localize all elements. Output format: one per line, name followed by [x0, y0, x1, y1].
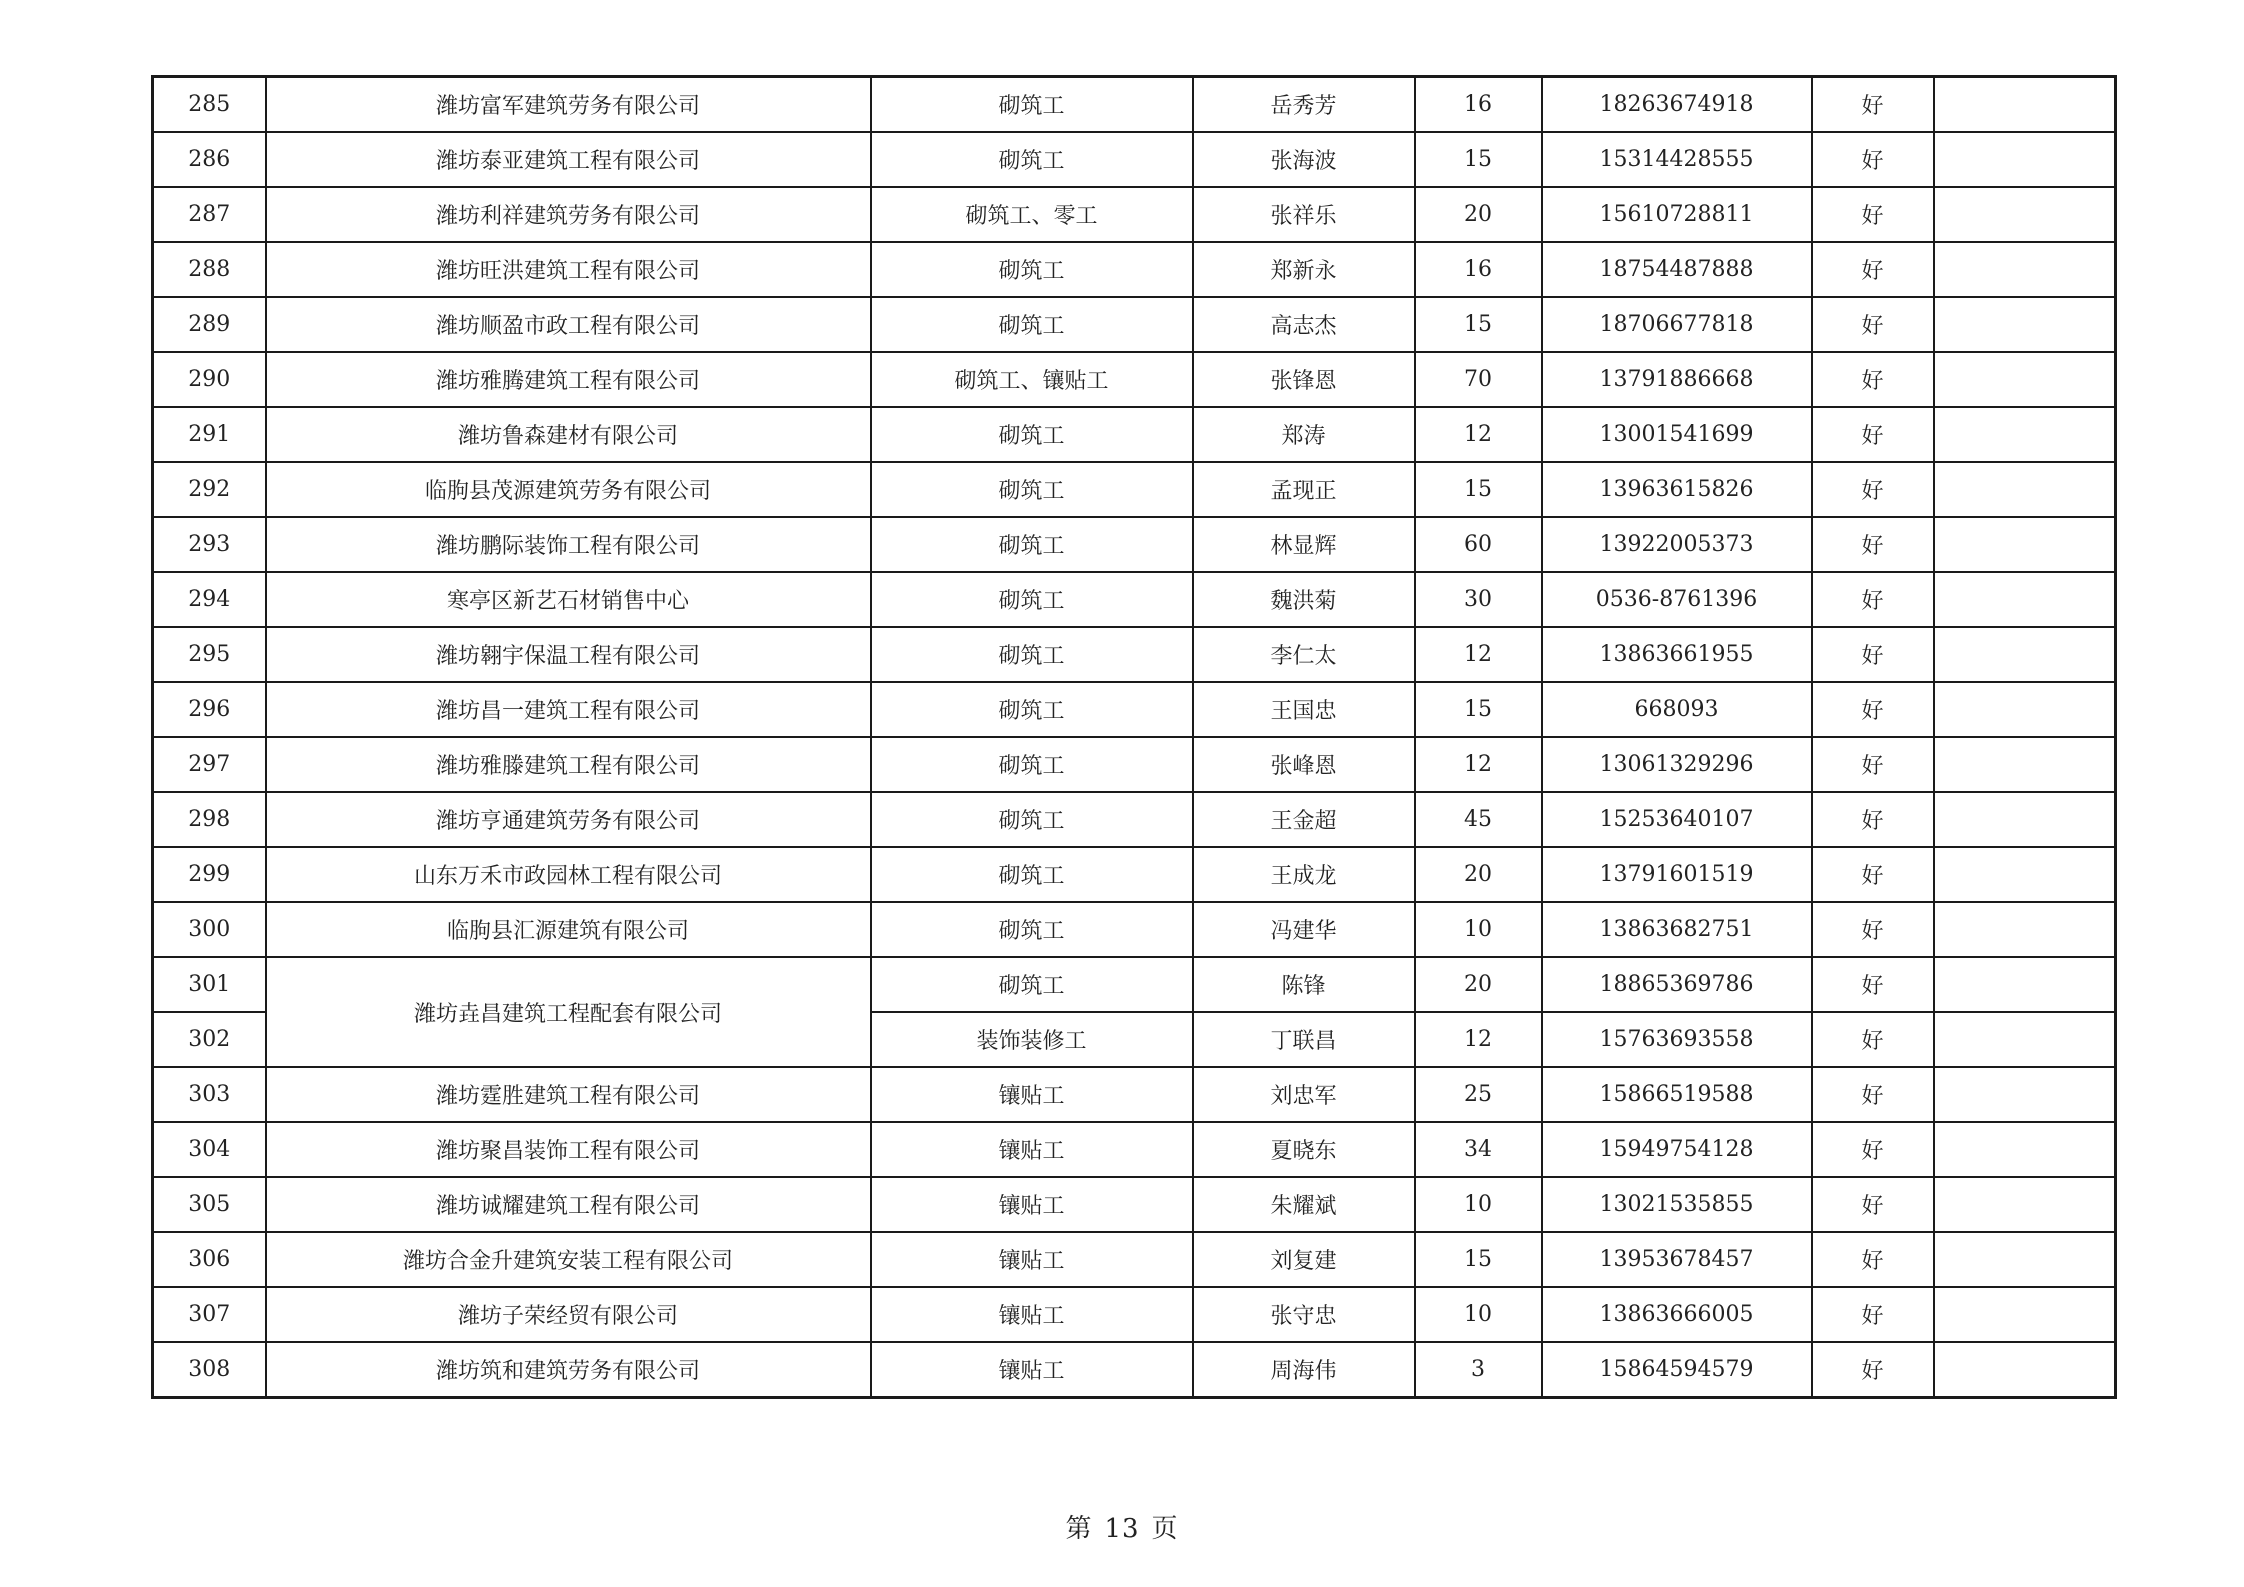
- table-row: [153, 737, 2116, 792]
- trade-type: 砌筑工: [871, 407, 1193, 462]
- trade-type: 镶贴工: [871, 1177, 1193, 1232]
- worker-count: 20: [1415, 957, 1542, 1012]
- contact-person: 朱耀斌: [1193, 1177, 1415, 1232]
- phone-number: 15763693558: [1542, 1012, 1812, 1067]
- page-number: 13: [1104, 1514, 1140, 1544]
- rating: 好: [1812, 1067, 1934, 1122]
- trade-type: 砌筑工: [871, 902, 1193, 957]
- worker-count: 12: [1415, 737, 1542, 792]
- rating: 好: [1812, 352, 1934, 407]
- table-row: [153, 462, 2116, 517]
- worker-count: 45: [1415, 792, 1542, 847]
- table-row: [153, 1177, 2116, 1232]
- rating: 好: [1812, 957, 1934, 1012]
- trade-type: 砌筑工: [871, 77, 1193, 133]
- trade-type: 砌筑工: [871, 297, 1193, 352]
- table-row: [153, 187, 2116, 242]
- contact-person: 李仁太: [1193, 627, 1415, 682]
- phone-number: 18706677818: [1542, 297, 1812, 352]
- worker-count: 15: [1415, 1232, 1542, 1287]
- table-row: [153, 847, 2116, 902]
- phone-number: 18865369786: [1542, 957, 1812, 1012]
- worker-count: 10: [1415, 1177, 1542, 1232]
- company-name: 潍坊昌一建筑工程有限公司: [266, 682, 871, 737]
- worker-count: 16: [1415, 242, 1542, 297]
- row-number: 301: [153, 957, 266, 1012]
- row-number: 306: [153, 1232, 266, 1287]
- note: [1934, 902, 2116, 957]
- trade-type: 镶贴工: [871, 1232, 1193, 1287]
- rating: 好: [1812, 1122, 1934, 1177]
- rating: 好: [1812, 847, 1934, 902]
- phone-number: 15866519588: [1542, 1067, 1812, 1122]
- rating: 好: [1812, 1012, 1934, 1067]
- trade-type: 砌筑工、镶贴工: [871, 352, 1193, 407]
- row-number: 304: [153, 1122, 266, 1177]
- table-row: [153, 352, 2116, 407]
- rating: 好: [1812, 902, 1934, 957]
- trade-type: 镶贴工: [871, 1287, 1193, 1342]
- rating: 好: [1812, 462, 1934, 517]
- row-number: 288: [153, 242, 266, 297]
- company-name: 潍坊富军建筑劳务有限公司: [266, 77, 871, 133]
- contact-person: 张守忠: [1193, 1287, 1415, 1342]
- note: [1934, 1067, 2116, 1122]
- note: [1934, 1177, 2116, 1232]
- note: [1934, 77, 2116, 133]
- worker-count: 70: [1415, 352, 1542, 407]
- page-prefix: 第: [1065, 1514, 1093, 1544]
- note: [1934, 572, 2116, 627]
- rating: 好: [1812, 517, 1934, 572]
- row-number: 299: [153, 847, 266, 902]
- note: [1934, 682, 2116, 737]
- worker-count: 25: [1415, 1067, 1542, 1122]
- phone-number: 15314428555: [1542, 132, 1812, 187]
- trade-type: 砌筑工: [871, 847, 1193, 902]
- phone-number: 15949754128: [1542, 1122, 1812, 1177]
- table-row: [153, 572, 2116, 627]
- company-name: 潍坊子荣经贸有限公司: [266, 1287, 871, 1342]
- contact-person: 丁联昌: [1193, 1012, 1415, 1067]
- worker-count: 12: [1415, 407, 1542, 462]
- company-name: 潍坊鲁森建材有限公司: [266, 407, 871, 462]
- phone-number: 668093: [1542, 682, 1812, 737]
- table-row: [153, 957, 2116, 1012]
- contact-person: 高志杰: [1193, 297, 1415, 352]
- trade-type: 砌筑工: [871, 682, 1193, 737]
- phone-number: 13863666005: [1542, 1287, 1812, 1342]
- contact-person: 林显辉: [1193, 517, 1415, 572]
- contact-person: 刘复建: [1193, 1232, 1415, 1287]
- table-row: [153, 297, 2116, 352]
- company-name: 潍坊鹏际装饰工程有限公司: [266, 517, 871, 572]
- row-number: 305: [153, 1177, 266, 1232]
- contact-person: 周海伟: [1193, 1342, 1415, 1398]
- company-name: 潍坊旺洪建筑工程有限公司: [266, 242, 871, 297]
- worker-count: 15: [1415, 132, 1542, 187]
- table-row: [153, 242, 2116, 297]
- row-number: 300: [153, 902, 266, 957]
- worker-count: 10: [1415, 902, 1542, 957]
- row-number: 292: [153, 462, 266, 517]
- note: [1934, 1232, 2116, 1287]
- row-number: 307: [153, 1287, 266, 1342]
- phone-number: 18263674918: [1542, 77, 1812, 133]
- worker-count: 60: [1415, 517, 1542, 572]
- phone-number: 13953678457: [1542, 1232, 1812, 1287]
- rating: 好: [1812, 682, 1934, 737]
- contact-person: 王金超: [1193, 792, 1415, 847]
- note: [1934, 737, 2116, 792]
- worker-count: 15: [1415, 462, 1542, 517]
- row-number: 296: [153, 682, 266, 737]
- trade-type: 砌筑工: [871, 957, 1193, 1012]
- row-number: 290: [153, 352, 266, 407]
- row-number: 297: [153, 737, 266, 792]
- note: [1934, 1287, 2116, 1342]
- phone-number: 13021535855: [1542, 1177, 1812, 1232]
- rating: 好: [1812, 187, 1934, 242]
- rating: 好: [1812, 77, 1934, 133]
- rating: 好: [1812, 1342, 1934, 1398]
- trade-type: 砌筑工: [871, 242, 1193, 297]
- row-number: 302: [153, 1012, 266, 1067]
- note: [1934, 847, 2116, 902]
- rating: 好: [1812, 297, 1934, 352]
- contact-person: 张锋恩: [1193, 352, 1415, 407]
- phone-number: 13863682751: [1542, 902, 1812, 957]
- company-table: [151, 75, 2117, 1399]
- contact-person: 魏洪菊: [1193, 572, 1415, 627]
- rating: 好: [1812, 1177, 1934, 1232]
- table-row: [153, 902, 2116, 957]
- note: [1934, 1012, 2116, 1067]
- phone-number: 13791601519: [1542, 847, 1812, 902]
- contact-person: 张峰恩: [1193, 737, 1415, 792]
- trade-type: 镶贴工: [871, 1342, 1193, 1398]
- company-name: 潍坊合金升建筑安装工程有限公司: [266, 1232, 871, 1287]
- row-number: 298: [153, 792, 266, 847]
- note: [1934, 517, 2116, 572]
- trade-type: 砌筑工: [871, 737, 1193, 792]
- company-name: 潍坊亨通建筑劳务有限公司: [266, 792, 871, 847]
- row-number: 303: [153, 1067, 266, 1122]
- company-name: 临朐县汇源建筑有限公司: [266, 902, 871, 957]
- note: [1934, 1122, 2116, 1177]
- rating: 好: [1812, 407, 1934, 462]
- note: [1934, 627, 2116, 682]
- row-number: 293: [153, 517, 266, 572]
- worker-count: 10: [1415, 1287, 1542, 1342]
- table-row: [153, 407, 2116, 462]
- worker-count: 15: [1415, 682, 1542, 737]
- note: [1934, 297, 2116, 352]
- table-row: [153, 682, 2116, 737]
- worker-count: 34: [1415, 1122, 1542, 1177]
- note: [1934, 957, 2116, 1012]
- worker-count: 15: [1415, 297, 1542, 352]
- note: [1934, 352, 2116, 407]
- row-number: 291: [153, 407, 266, 462]
- contact-person: 张海波: [1193, 132, 1415, 187]
- company-name: 潍坊雅腾建筑工程有限公司: [266, 352, 871, 407]
- trade-type: 砌筑工: [871, 627, 1193, 682]
- table-row: [153, 1122, 2116, 1177]
- company-name: 潍坊翱宇保温工程有限公司: [266, 627, 871, 682]
- worker-count: 12: [1415, 1012, 1542, 1067]
- worker-count: 30: [1415, 572, 1542, 627]
- contact-person: 王国忠: [1193, 682, 1415, 737]
- company-name: 潍坊霆胜建筑工程有限公司: [266, 1067, 871, 1122]
- phone-number: 15610728811: [1542, 187, 1812, 242]
- row-number: 294: [153, 572, 266, 627]
- trade-type: 镶贴工: [871, 1122, 1193, 1177]
- row-number: 285: [153, 77, 266, 133]
- table-row: [153, 77, 2116, 133]
- table-row: [153, 132, 2116, 187]
- table-row: [153, 517, 2116, 572]
- contact-person: 郑涛: [1193, 407, 1415, 462]
- phone-number: 13922005373: [1542, 517, 1812, 572]
- trade-type: 砌筑工: [871, 517, 1193, 572]
- phone-number: 18754487888: [1542, 242, 1812, 297]
- phone-number: 13061329296: [1542, 737, 1812, 792]
- company-name: 潍坊垚昌建筑工程配套有限公司: [266, 957, 871, 1067]
- phone-number: 15864594579: [1542, 1342, 1812, 1398]
- rating: 好: [1812, 737, 1934, 792]
- table-row: [153, 1342, 2116, 1398]
- company-name: 潍坊筑和建筑劳务有限公司: [266, 1342, 871, 1398]
- table-row: [153, 1287, 2116, 1342]
- company-name: 临朐县茂源建筑劳务有限公司: [266, 462, 871, 517]
- phone-number: 15253640107: [1542, 792, 1812, 847]
- contact-person: 郑新永: [1193, 242, 1415, 297]
- trade-type: 砌筑工: [871, 132, 1193, 187]
- trade-type: 砌筑工: [871, 462, 1193, 517]
- note: [1934, 792, 2116, 847]
- row-number: 295: [153, 627, 266, 682]
- page-footer: [0, 1508, 2244, 1545]
- worker-count: 3: [1415, 1342, 1542, 1398]
- contact-person: 孟现正: [1193, 462, 1415, 517]
- row-number: 308: [153, 1342, 266, 1398]
- note: [1934, 462, 2116, 517]
- worker-count: 20: [1415, 847, 1542, 902]
- phone-number: 13791886668: [1542, 352, 1812, 407]
- worker-count: 20: [1415, 187, 1542, 242]
- contact-person: 岳秀芳: [1193, 77, 1415, 133]
- note: [1934, 132, 2116, 187]
- rating: 好: [1812, 1232, 1934, 1287]
- table-row: [153, 1067, 2116, 1122]
- contact-person: 冯建华: [1193, 902, 1415, 957]
- contact-person: 夏晓东: [1193, 1122, 1415, 1177]
- contact-person: 王成龙: [1193, 847, 1415, 902]
- worker-count: 16: [1415, 77, 1542, 133]
- trade-type: 砌筑工: [871, 572, 1193, 627]
- table-row: [153, 1232, 2116, 1287]
- rating: 好: [1812, 627, 1934, 682]
- company-name: 山东万禾市政园林工程有限公司: [266, 847, 871, 902]
- contact-person: 张祥乐: [1193, 187, 1415, 242]
- rating: 好: [1812, 572, 1934, 627]
- rating: 好: [1812, 1287, 1934, 1342]
- registry-sheet: [151, 75, 2114, 1399]
- row-number: 289: [153, 297, 266, 352]
- trade-type: 镶贴工: [871, 1067, 1193, 1122]
- page-suffix: 页: [1151, 1514, 1179, 1544]
- rating: 好: [1812, 132, 1934, 187]
- note: [1934, 1342, 2116, 1398]
- company-name: 潍坊泰亚建筑工程有限公司: [266, 132, 871, 187]
- company-name: 潍坊诚耀建筑工程有限公司: [266, 1177, 871, 1232]
- company-name: 潍坊聚昌装饰工程有限公司: [266, 1122, 871, 1177]
- worker-count: 12: [1415, 627, 1542, 682]
- contact-person: 刘忠军: [1193, 1067, 1415, 1122]
- phone-number: 13001541699: [1542, 407, 1812, 462]
- table-row: [153, 627, 2116, 682]
- rating: 好: [1812, 792, 1934, 847]
- company-name: 潍坊利祥建筑劳务有限公司: [266, 187, 871, 242]
- row-number: 286: [153, 132, 266, 187]
- trade-type: 砌筑工、零工: [871, 187, 1193, 242]
- note: [1934, 242, 2116, 297]
- phone-number: 13963615826: [1542, 462, 1812, 517]
- company-name: 寒亭区新艺石材销售中心: [266, 572, 871, 627]
- company-name: 潍坊顺盈市政工程有限公司: [266, 297, 871, 352]
- note: [1934, 407, 2116, 462]
- trade-type: 装饰装修工: [871, 1012, 1193, 1067]
- table-body: [153, 77, 2116, 1398]
- phone-number: 13863661955: [1542, 627, 1812, 682]
- note: [1934, 187, 2116, 242]
- company-name: 潍坊雅滕建筑工程有限公司: [266, 737, 871, 792]
- row-number: 287: [153, 187, 266, 242]
- contact-person: 陈锋: [1193, 957, 1415, 1012]
- phone-number: 0536-8761396: [1542, 572, 1812, 627]
- rating: 好: [1812, 242, 1934, 297]
- trade-type: 砌筑工: [871, 792, 1193, 847]
- table-row: [153, 792, 2116, 847]
